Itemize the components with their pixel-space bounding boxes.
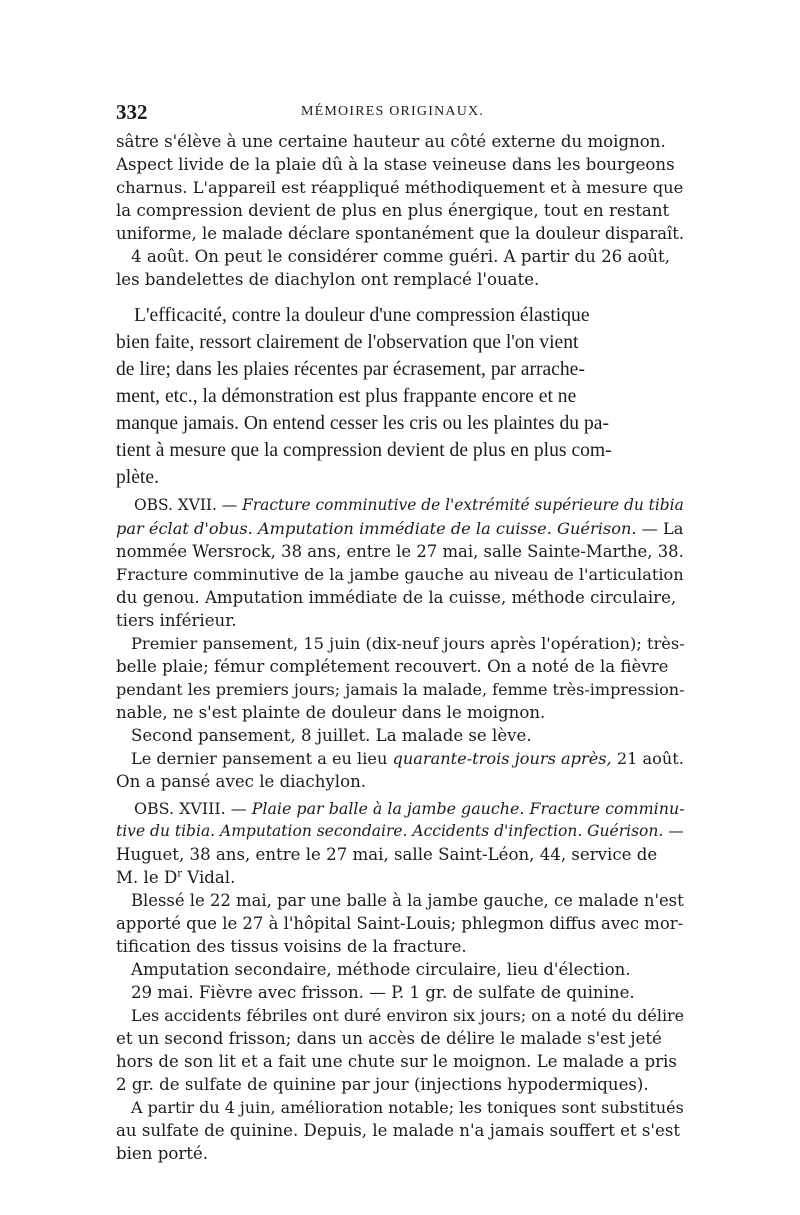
obs17-line-12-text-b: 21 août. <box>616 749 684 768</box>
para2-line-7: plète. <box>116 467 159 488</box>
page-number: 332 <box>116 100 148 124</box>
obs17-line-5: du genou. Amputation immédiate de la cuisse, méthode circulaire, <box>116 588 677 607</box>
obs18-line-13: 2 gr. de sulfate de quinine par jour (injections hypodermiques). <box>116 1075 649 1094</box>
para2-line-1: L'efficacité, contre la douleur d'une compression élastique <box>134 305 590 326</box>
obs17-line-7: Premier pansement, 15 juin (dix-neuf jours après l'opération); très- <box>131 634 685 653</box>
obs18-line-4-b: Vidal. <box>182 868 236 887</box>
obs18-title-part-2: tive du tibia. Amputation secondaire. Accidents d'infection. Guérison. <box>116 822 664 840</box>
obs18-line-7: tification des tissus voisins de la fracture. <box>116 937 467 956</box>
obs17-line-3: nommée Wersrock, 38 ans, entre le 27 mai, salle Sainte-Marthe, 38. <box>116 542 684 561</box>
obs17-dash: — La <box>641 519 684 538</box>
obs18-dash: — <box>668 822 684 840</box>
obs17-line-4: Fracture comminutive de la jambe gauche au niveau de l'articulation <box>116 565 684 584</box>
obs18-line-3: Huguet, 38 ans, entre le 27 mai, salle Saint-Léon, 44, service de <box>116 845 658 864</box>
obs17-label: OBS. XVII. — <box>134 496 238 514</box>
obs17-line-9: pendant les premiers jours; jamais la malade, femme très-impression- <box>116 680 685 699</box>
obs18-line-8: Amputation secondaire, méthode circulaire, lieu d'élection. <box>131 960 631 979</box>
obs18-line-6: apporté que le 27 à l'hôpital Saint-Louis; phlegmon diffus avec mor- <box>116 914 684 933</box>
obs18-line-11: et un second frisson; dans un accès de délire le malade s'est jeté <box>116 1029 662 1048</box>
para2-line-6: tient à mesure que la compression devient de plus en plus com- <box>116 440 612 461</box>
para1-line-5: uniforme, le malade déclare spontanément que la douleur disparaît. <box>116 224 685 243</box>
obs17-title-part-2: par éclat d'obus. Amputation immédiate de la cuisse. Guérison. <box>116 519 637 538</box>
obs18-line-10: Les accidents fébriles ont duré environ six jours; on a noté du délire <box>131 1006 685 1025</box>
obs18-title-part-1: Plaie par balle à la jambe gauche. Fracture comminu- <box>251 799 685 818</box>
obs18-line-4-a: M. le D <box>116 868 178 887</box>
para1-line-6: 4 août. On peut le considérer comme guéri. A partir du 26 août, <box>131 247 670 266</box>
obs18-line-4 <box>116 870 235 887</box>
obs18-line-9: 29 mai. Fièvre avec frisson. — P. 1 gr. de sulfate de quinine. <box>131 983 635 1002</box>
para1-line-2: Aspect livide de la plaie dû à la stase veineuse dans les bourgeons <box>116 155 675 174</box>
para2-line-3: de lire; dans les plaies récentes par écrasement, par arrache- <box>116 359 585 380</box>
obs18-heading-line-2 <box>116 824 684 840</box>
para2-line-2: bien faite, ressort clairement de l'observation que l'on vient <box>116 332 579 353</box>
page-header <box>116 100 686 126</box>
obs17-line-12 <box>131 751 684 767</box>
para1-line-4: la compression devient de plus en plus énergique, tout en restant <box>116 201 670 220</box>
obs17-line-10: nable, ne s'est plainte de douleur dans le moignon. <box>116 703 546 722</box>
obs17-line-11: Second pansement, 8 juillet. La malade se lève. <box>131 726 532 745</box>
obs18-line-5: Blessé le 22 mai, par une balle à la jambe gauche, ce malade n'est <box>131 891 684 910</box>
obs17-line-12-text-a: Le dernier pansement a eu lieu <box>131 749 388 768</box>
obs18-heading-line-1 <box>134 801 685 817</box>
obs18-line-15: au sulfate de quinine. Depuis, le malade n'a jamais souffert et s'est <box>116 1121 681 1140</box>
para2-line-4: ment, etc., la démonstration est plus frappante encore et ne <box>116 386 577 407</box>
para1-line-7: les bandelettes de diachylon ont remplacé l'ouate. <box>116 270 540 289</box>
obs18-line-14: A partir du 4 juin, amélioration notable; les toniques sont substitués <box>131 1098 684 1117</box>
obs17-title-part-1: Fracture comminutive de l'extrémité supérieure du tibia <box>242 496 684 514</box>
obs17-heading-line-1 <box>134 498 684 513</box>
para2-line-5: manque jamais. On entend cesser les cris ou les plaintes du pa- <box>116 413 609 434</box>
obs18-line-12: hors de son lit et a fait une chute sur le moignon. Le malade a pris <box>116 1052 677 1071</box>
obs18-label: OBS. XVIII. — <box>134 799 247 818</box>
obs17-line-13: On a pansé avec le diachylon. <box>116 772 367 791</box>
running-title: MÉMOIRES ORIGINAUX. <box>301 104 485 119</box>
obs18-line-16: bien porté. <box>116 1144 209 1163</box>
obs17-heading-line-2 <box>116 521 683 537</box>
obs17-line-12-italic: quarante-trois jours après, <box>392 749 612 768</box>
obs18-line-4-sup: r <box>177 868 183 880</box>
para1-line-3: charnus. L'appareil est réappliqué méthodiquement et à mesure que <box>116 178 684 197</box>
obs17-line-6: tiers inférieur. <box>116 611 237 630</box>
obs17-line-8: belle plaie; fémur complétement recouvert. On a noté de la fièvre <box>116 657 669 676</box>
para1-line-1: sâtre s'élève à une certaine hauteur au côté externe du moignon. <box>116 132 666 151</box>
